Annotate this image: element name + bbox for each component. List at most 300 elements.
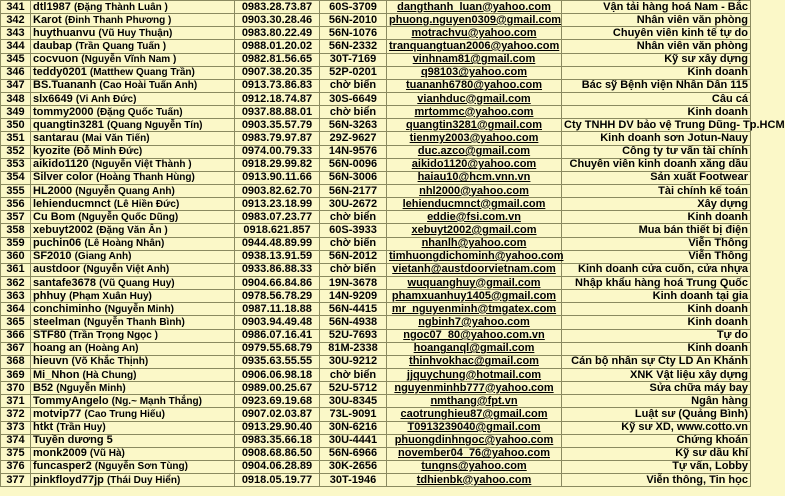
email-link[interactable]: tuananh6780@yahoo.com [387, 79, 562, 92]
table-row [1, 79, 751, 92]
nickname: motvip77 [33, 407, 82, 420]
nickname: Mi_Nhon [33, 368, 80, 381]
row-number: 363 [1, 290, 31, 303]
row-number: 353 [1, 158, 31, 171]
nickname: lehienducmnct [33, 197, 111, 210]
real-name: (Cao Trung Hiếu) [84, 408, 165, 420]
nickname: HL2000 [33, 184, 73, 197]
row-number: 351 [1, 132, 31, 145]
occupation-cell: Bác sỹ Bệnh viện Nhân Dân 115 [562, 79, 751, 92]
row-number: 361 [1, 263, 31, 276]
table-row [1, 27, 751, 40]
table-row [1, 145, 751, 158]
plate-cell: 56N-4415 [320, 303, 387, 316]
email-link[interactable]: vinhnam81@gmail.com [387, 53, 562, 66]
occupation-cell: Kỹ sư XD, www.cotto.vn [562, 421, 751, 434]
real-name: (Hoàng Thanh Hùng) [95, 172, 195, 184]
occupation-cell: Ngân hàng [562, 395, 751, 408]
table-row [1, 237, 751, 250]
plate-cell: 19N-3678 [320, 276, 387, 289]
nickname: funcasper2 [33, 460, 92, 473]
real-name: (Đặng Quốc Tuấn) [96, 106, 183, 118]
email-link[interactable]: dangthanh_luan@yahoo.com [387, 1, 562, 14]
nickname: htkt [33, 421, 54, 434]
email-link[interactable]: phamxuanhuy1405@gmail.com [387, 290, 562, 303]
table-row [1, 368, 751, 381]
email-link[interactable]: haiau10@hcm.vnn.vn [387, 171, 562, 184]
row-number: 348 [1, 92, 31, 105]
row-number: 343 [1, 27, 31, 40]
row-number: 346 [1, 66, 31, 79]
email-link[interactable]: november04_76@yahoo.com [387, 447, 562, 460]
plate-cell: 30U-8345 [320, 395, 387, 408]
plate-cell: chờ biển [320, 79, 387, 92]
member-name-cell [31, 1, 235, 14]
phone-cell: 0982.81.56.65 [235, 53, 320, 66]
phone-cell: 0913.23.18.99 [235, 198, 320, 211]
real-name: (Trần Trọng Ngọc ) [69, 330, 158, 342]
table-row [1, 263, 751, 276]
table-row [1, 421, 751, 434]
member-name-cell [31, 474, 235, 487]
member-name-cell [31, 460, 235, 473]
phone-cell: 0903.30.28.46 [235, 14, 320, 27]
real-name: (Vũ Huy Thuận) [98, 27, 173, 39]
occupation-cell: Kinh doanh [562, 303, 751, 316]
email-link[interactable]: jjquychung@hotmail.com [387, 368, 562, 381]
row-number: 350 [1, 119, 31, 132]
member-name-cell [31, 421, 235, 434]
nickname: SF2010 [33, 250, 72, 263]
nickname: huythuanvu [33, 26, 96, 39]
member-name-cell [31, 184, 235, 197]
occupation-cell: Sản xuất Footwear [562, 171, 751, 184]
phone-cell: 0937.88.88.01 [235, 106, 320, 119]
nickname: santafe3678 [33, 276, 96, 289]
member-name-cell [31, 250, 235, 263]
phone-cell: 0907.38.20.35 [235, 66, 320, 79]
plate-cell: 60S-3933 [320, 224, 387, 237]
member-name-cell [31, 447, 235, 460]
member-name-cell [31, 171, 235, 184]
member-name-cell [31, 224, 235, 237]
occupation-cell: Câu cá [562, 92, 751, 105]
row-number: 371 [1, 395, 31, 408]
table-row [1, 14, 751, 27]
real-name: (Nguyễn Minh) [56, 382, 126, 394]
row-number: 345 [1, 53, 31, 66]
real-name: (Nguyễn Quang Anh) [75, 185, 175, 197]
plate-cell: chờ biển [320, 263, 387, 276]
occupation-cell: Tự do [562, 329, 751, 342]
email-link[interactable]: vianhduc@gmail.com [387, 92, 562, 105]
nickname: kyozite [33, 145, 71, 158]
phone-cell: 0904.06.28.89 [235, 460, 320, 473]
occupation-cell: Công ty tư vấn tài chính [562, 145, 751, 158]
nickname: Cu Bom [33, 210, 76, 223]
plate-cell: chờ biển [320, 106, 387, 119]
member-name-cell [31, 290, 235, 303]
phone-cell: 0903.94.49.48 [235, 316, 320, 329]
member-name-cell [31, 79, 235, 92]
email-link[interactable]: aikido1120@yahoo.com [387, 158, 562, 171]
member-name-cell [31, 382, 235, 395]
phone-cell: 0918.621.857 [235, 224, 320, 237]
member-name-cell [31, 316, 235, 329]
real-name: (Đặng Thành Luân ) [73, 1, 168, 13]
nickname: steelman [33, 315, 81, 328]
email-link[interactable]: eddie@fsi.com.vn [387, 211, 562, 224]
member-name-cell [31, 237, 235, 250]
plate-cell: 56N-6966 [320, 447, 387, 460]
occupation-cell: Viễn Thông [562, 250, 751, 263]
table-row [1, 382, 751, 395]
occupation-cell: Mua bán thiết bị điện [562, 224, 751, 237]
nickname: Tuyền dương 5 [33, 434, 113, 447]
email-link[interactable]: quangtin3281@gmail.com [387, 119, 562, 132]
real-name: (Nguyễn Vĩnh Nam ) [81, 54, 177, 66]
phone-cell: 0983.07.23.77 [235, 211, 320, 224]
nickname: daubap [33, 39, 73, 52]
real-name: (Hà Chung) [82, 369, 137, 381]
phone-cell: 0986.07.16.41 [235, 329, 320, 342]
row-number: 341 [1, 1, 31, 14]
phone-cell: 0918.29.99.82 [235, 158, 320, 171]
member-name-cell [31, 342, 235, 355]
table-row [1, 447, 751, 460]
real-name: (Giang Anh) [74, 251, 132, 263]
occupation-cell: Luật sư (Quảng Bình) [562, 408, 751, 421]
row-number: 344 [1, 40, 31, 53]
real-name: (Matthew Quang Trần) [89, 67, 195, 79]
occupation-cell: Kinh doanh cửa cuốn, cửa nhựa [562, 263, 751, 276]
real-name: (Đặng Văn Ân ) [96, 224, 168, 236]
row-number: 342 [1, 14, 31, 27]
nickname: dtl1987 [33, 0, 71, 13]
phone-cell: 0906.06.98.18 [235, 368, 320, 381]
nickname: slx6649 [33, 92, 73, 105]
table-row [1, 316, 751, 329]
email-link[interactable]: nmthang@fpt.vn [387, 395, 562, 408]
plate-cell: 56N-2177 [320, 184, 387, 197]
plate-cell: 30U-9212 [320, 355, 387, 368]
plate-cell: 30U-4441 [320, 434, 387, 447]
occupation-cell: Kinh doanh [562, 316, 751, 329]
phone-cell: 0987.11.18.88 [235, 303, 320, 316]
email-link[interactable]: T0913239040@gmail.com [387, 421, 562, 434]
table-row [1, 434, 751, 447]
row-number: 360 [1, 250, 31, 263]
occupation-cell: XNK Vật liệu xây dựng [562, 368, 751, 381]
plate-cell: 56N-1076 [320, 27, 387, 40]
email-link[interactable]: wuquanghuy@gmail.com [387, 276, 562, 289]
phone-cell: 0935.63.55.55 [235, 355, 320, 368]
email-link[interactable]: mr_nguyenminh@tmgatex.com [387, 303, 562, 316]
nickname: BS.Tuananh [33, 79, 97, 92]
nickname: quangtin3281 [33, 118, 104, 131]
table-row [1, 119, 751, 132]
member-name-cell [31, 198, 235, 211]
nickname: hieuvn [33, 355, 69, 368]
row-number: 373 [1, 421, 31, 434]
table-row [1, 53, 751, 66]
real-name: (Lê Hiền Đức) [113, 198, 180, 210]
plate-cell: 52U-7693 [320, 329, 387, 342]
plate-cell: 29Z-9627 [320, 132, 387, 145]
plate-cell: 56N-2012 [320, 250, 387, 263]
occupation-cell: Chuyên viên kinh tế tự do [562, 27, 751, 40]
row-number: 359 [1, 237, 31, 250]
occupation-cell: Tài chính kế toán [562, 184, 751, 197]
occupation-cell: Kỹ sư dầu khí [562, 447, 751, 460]
row-number: 354 [1, 171, 31, 184]
nickname: B52 [33, 381, 54, 394]
table-row [1, 211, 751, 224]
row-number: 347 [1, 79, 31, 92]
phone-cell: 0903.82.62.70 [235, 184, 320, 197]
plate-cell: 81M-2338 [320, 342, 387, 355]
email-link[interactable]: nhl2000@yahoo.com [387, 184, 562, 197]
email-link[interactable]: hoanganql@gmail.com [387, 342, 562, 355]
member-name-cell [31, 106, 235, 119]
plate-cell: 30T-7169 [320, 53, 387, 66]
table-row [1, 408, 751, 421]
member-name-cell [31, 434, 235, 447]
occupation-cell: Chứng khoán [562, 434, 751, 447]
plate-cell: chờ biển [320, 211, 387, 224]
occupation-cell: Kinh doanh [562, 106, 751, 119]
table-row [1, 276, 751, 289]
real-name: (Cao Hoài Tuấn Anh) [99, 80, 198, 92]
row-number: 377 [1, 474, 31, 487]
nickname: conchiminho [33, 302, 102, 315]
member-name-cell [31, 303, 235, 316]
row-number: 364 [1, 303, 31, 316]
plate-cell: 14N-9209 [320, 290, 387, 303]
real-name: (Ng.~ Mạnh Thắng) [111, 395, 202, 407]
row-number: 356 [1, 198, 31, 211]
real-name: (Nguyễn Thanh Bình) [83, 316, 185, 328]
table-row [1, 1, 751, 14]
member-name-cell [31, 53, 235, 66]
nickname: xebuyt2002 [33, 223, 93, 236]
nickname: STF80 [33, 329, 67, 342]
occupation-cell: Viễn Thông [562, 237, 751, 250]
email-link[interactable]: tdhienbk@yahoo.com [387, 474, 562, 487]
table-row [1, 40, 751, 53]
member-name-cell [31, 158, 235, 171]
real-name: (Nguyễn Việt Thành ) [91, 159, 192, 171]
real-name: (Đinh Thanh Phương ) [64, 14, 172, 26]
occupation-cell: Kinh doanh tại gia [562, 290, 751, 303]
member-name-cell [31, 211, 235, 224]
email-link[interactable]: nhanlh@yahoo.com [387, 237, 562, 250]
occupation-cell: Kinh doanh [562, 66, 751, 79]
table-row [1, 250, 751, 263]
nickname: Silver color [33, 171, 93, 184]
occupation-cell: Chuyên viên kinh doanh xăng dầu [562, 158, 751, 171]
member-name-cell [31, 145, 235, 158]
email-link[interactable]: timhuongdichominh@yahoo.com [387, 250, 562, 263]
occupation-cell: Viễn thông, Tin học [562, 474, 751, 487]
plate-cell: chờ biển [320, 237, 387, 250]
email-link[interactable]: mrtommc@yahoo.com [387, 106, 562, 119]
member-name-cell [31, 119, 235, 132]
table-row [1, 474, 751, 487]
plate-cell: 52U-5712 [320, 382, 387, 395]
real-name: (Phạm Xuân Huy) [69, 290, 152, 302]
email-link[interactable]: q98103@yahoo.com [387, 66, 562, 79]
nickname: TommyAngelo [33, 394, 109, 407]
email-link[interactable]: tienmy2003@yahoo.com [387, 132, 562, 145]
real-name: (Vũ Quang Huy) [99, 277, 175, 289]
row-number: 352 [1, 145, 31, 158]
member-name-cell [31, 27, 235, 40]
occupation-cell: Nhân viên văn phòng [562, 40, 751, 53]
occupation-cell: Nhân viên văn phòng [562, 14, 751, 27]
occupation-cell: Cán bộ nhân sự Cty LD An Khánh [562, 355, 751, 368]
table-row [1, 184, 751, 197]
phone-cell: 0918.05.19.77 [235, 474, 320, 487]
phone-cell: 0983.28.73.87 [235, 1, 320, 14]
table-row [1, 106, 751, 119]
nickname: austdoor [33, 263, 81, 276]
occupation-cell: Kinh doanh [562, 211, 751, 224]
member-name-cell [31, 132, 235, 145]
plate-cell: 14N-9576 [320, 145, 387, 158]
real-name: (Mai Văn Tiến) [81, 132, 150, 144]
email-link[interactable]: caotrunghieu87@gmail.com [387, 408, 562, 421]
member-name-cell [31, 408, 235, 421]
phone-cell: 0913.73.86.83 [235, 79, 320, 92]
member-name-cell [31, 40, 235, 53]
table-row [1, 224, 751, 237]
row-number: 368 [1, 355, 31, 368]
member-name-cell [31, 66, 235, 79]
email-link[interactable]: motrachvu@yahoo.com [387, 27, 562, 40]
row-number: 369 [1, 368, 31, 381]
table-row [1, 171, 751, 184]
phone-cell: 0983.80.22.49 [235, 27, 320, 40]
real-name: (Trần Huy) [56, 422, 106, 434]
phone-cell: 0974.00.79.33 [235, 145, 320, 158]
email-link[interactable]: vietanh@austdoorvietnam.com [387, 263, 562, 276]
phone-cell: 0979.55.68.79 [235, 342, 320, 355]
plate-cell: 30N-6216 [320, 421, 387, 434]
row-number: 357 [1, 211, 31, 224]
real-name: (Vũ Hà) [89, 448, 125, 460]
email-link[interactable]: phuong.nguyen0309@gmail.com [387, 14, 562, 27]
phone-cell: 0903.35.57.79 [235, 119, 320, 132]
member-name-cell [31, 276, 235, 289]
real-name: (Nguyễn Việt Anh) [83, 264, 170, 276]
phone-cell: 0904.66.84.86 [235, 276, 320, 289]
member-name-cell [31, 395, 235, 408]
member-name-cell [31, 14, 235, 27]
row-number: 372 [1, 408, 31, 421]
phone-cell: 0912.18.74.87 [235, 92, 320, 105]
plate-cell: chờ biển [320, 368, 387, 381]
phone-cell: 0978.56.78.29 [235, 290, 320, 303]
phone-cell: 0983.35.66.18 [235, 434, 320, 447]
email-link[interactable]: thinhvokhac@gmail.com [387, 355, 562, 368]
member-name-cell [31, 92, 235, 105]
email-link[interactable]: duc.azco@gmail.com [387, 145, 562, 158]
phone-cell: 0907.02.03.87 [235, 408, 320, 421]
plate-cell: 56N-4938 [320, 316, 387, 329]
email-link[interactable]: xebuyt2002@gmail.com [387, 224, 562, 237]
plate-cell: 56N-3263 [320, 119, 387, 132]
real-name: (Đỗ Minh Đức) [73, 146, 143, 158]
nickname: pinkfloyd77jp [33, 473, 104, 486]
table-row [1, 198, 751, 211]
occupation-cell: Nhập khẩu hàng hoá Trung Quốc [562, 276, 751, 289]
email-link[interactable]: phuongdinhngoc@yahoo.com [387, 434, 562, 447]
email-link[interactable]: tungns@yahoo.com [387, 460, 562, 473]
real-name: (Trần Quang Tuấn ) [75, 40, 167, 52]
table-row [1, 66, 751, 79]
nickname: santarau [33, 131, 79, 144]
real-name: (Võ Khắc Thịnh) [71, 356, 149, 368]
nickname: puchin06 [33, 237, 82, 250]
row-number: 355 [1, 184, 31, 197]
table-row [1, 329, 751, 342]
email-link[interactable]: ngoc07_80@yahoo.com.vn [387, 329, 562, 342]
real-name: (Lê Hoàng Nhân) [84, 238, 165, 250]
phone-cell: 0989.00.25.67 [235, 382, 320, 395]
real-name: (Quang Nguyễn Tín) [106, 119, 203, 131]
row-number: 374 [1, 434, 31, 447]
email-link[interactable]: ngbinh7@yahoo.com [387, 316, 562, 329]
plate-cell: 52P-0201 [320, 66, 387, 79]
plate-cell: 73L-9091 [320, 408, 387, 421]
phone-cell: 0908.68.86.50 [235, 447, 320, 460]
plate-cell: 30U-2672 [320, 198, 387, 211]
plate-cell: 56N-2332 [320, 40, 387, 53]
member-name-cell [31, 355, 235, 368]
real-name: (Thái Duy Hiển) [106, 474, 181, 486]
occupation-cell: Kinh doanh [562, 342, 751, 355]
table-row [1, 355, 751, 368]
nickname: tommy2000 [33, 105, 94, 118]
row-number: 365 [1, 316, 31, 329]
row-number: 349 [1, 106, 31, 119]
phone-cell: 0933.86.88.33 [235, 263, 320, 276]
occupation-cell: Vận tải hàng hoá Nam - Bắc [562, 1, 751, 14]
row-number: 366 [1, 329, 31, 342]
row-number: 375 [1, 447, 31, 460]
occupation-cell: Sửa chữa máy bay [562, 382, 751, 395]
nickname: phhuy [33, 289, 66, 302]
row-number: 376 [1, 460, 31, 473]
email-link[interactable]: lehienducmnct@gmail.com [387, 198, 562, 211]
occupation-cell: Kinh doanh sơn Jotun-Nauy [562, 132, 751, 145]
table-row [1, 395, 751, 408]
member-name-cell [31, 263, 235, 276]
member-name-cell [31, 329, 235, 342]
table-row [1, 460, 751, 473]
email-link[interactable]: nguyenminhb777@yahoo.com [387, 382, 562, 395]
plate-cell: 30K-2656 [320, 460, 387, 473]
phone-cell: 0944.48.89.99 [235, 237, 320, 250]
plate-cell: 56N-3006 [320, 171, 387, 184]
plate-cell: 30T-1946 [320, 474, 387, 487]
phone-cell: 0913.90.11.66 [235, 171, 320, 184]
table-row [1, 92, 751, 105]
occupation-cell: Cty TNHH DV bảo vệ Trung Dũng- Tp.HCM [562, 119, 751, 132]
nickname: Karot [33, 13, 62, 26]
email-link[interactable]: tranquangtuan2006@yahoo.com [387, 40, 562, 53]
